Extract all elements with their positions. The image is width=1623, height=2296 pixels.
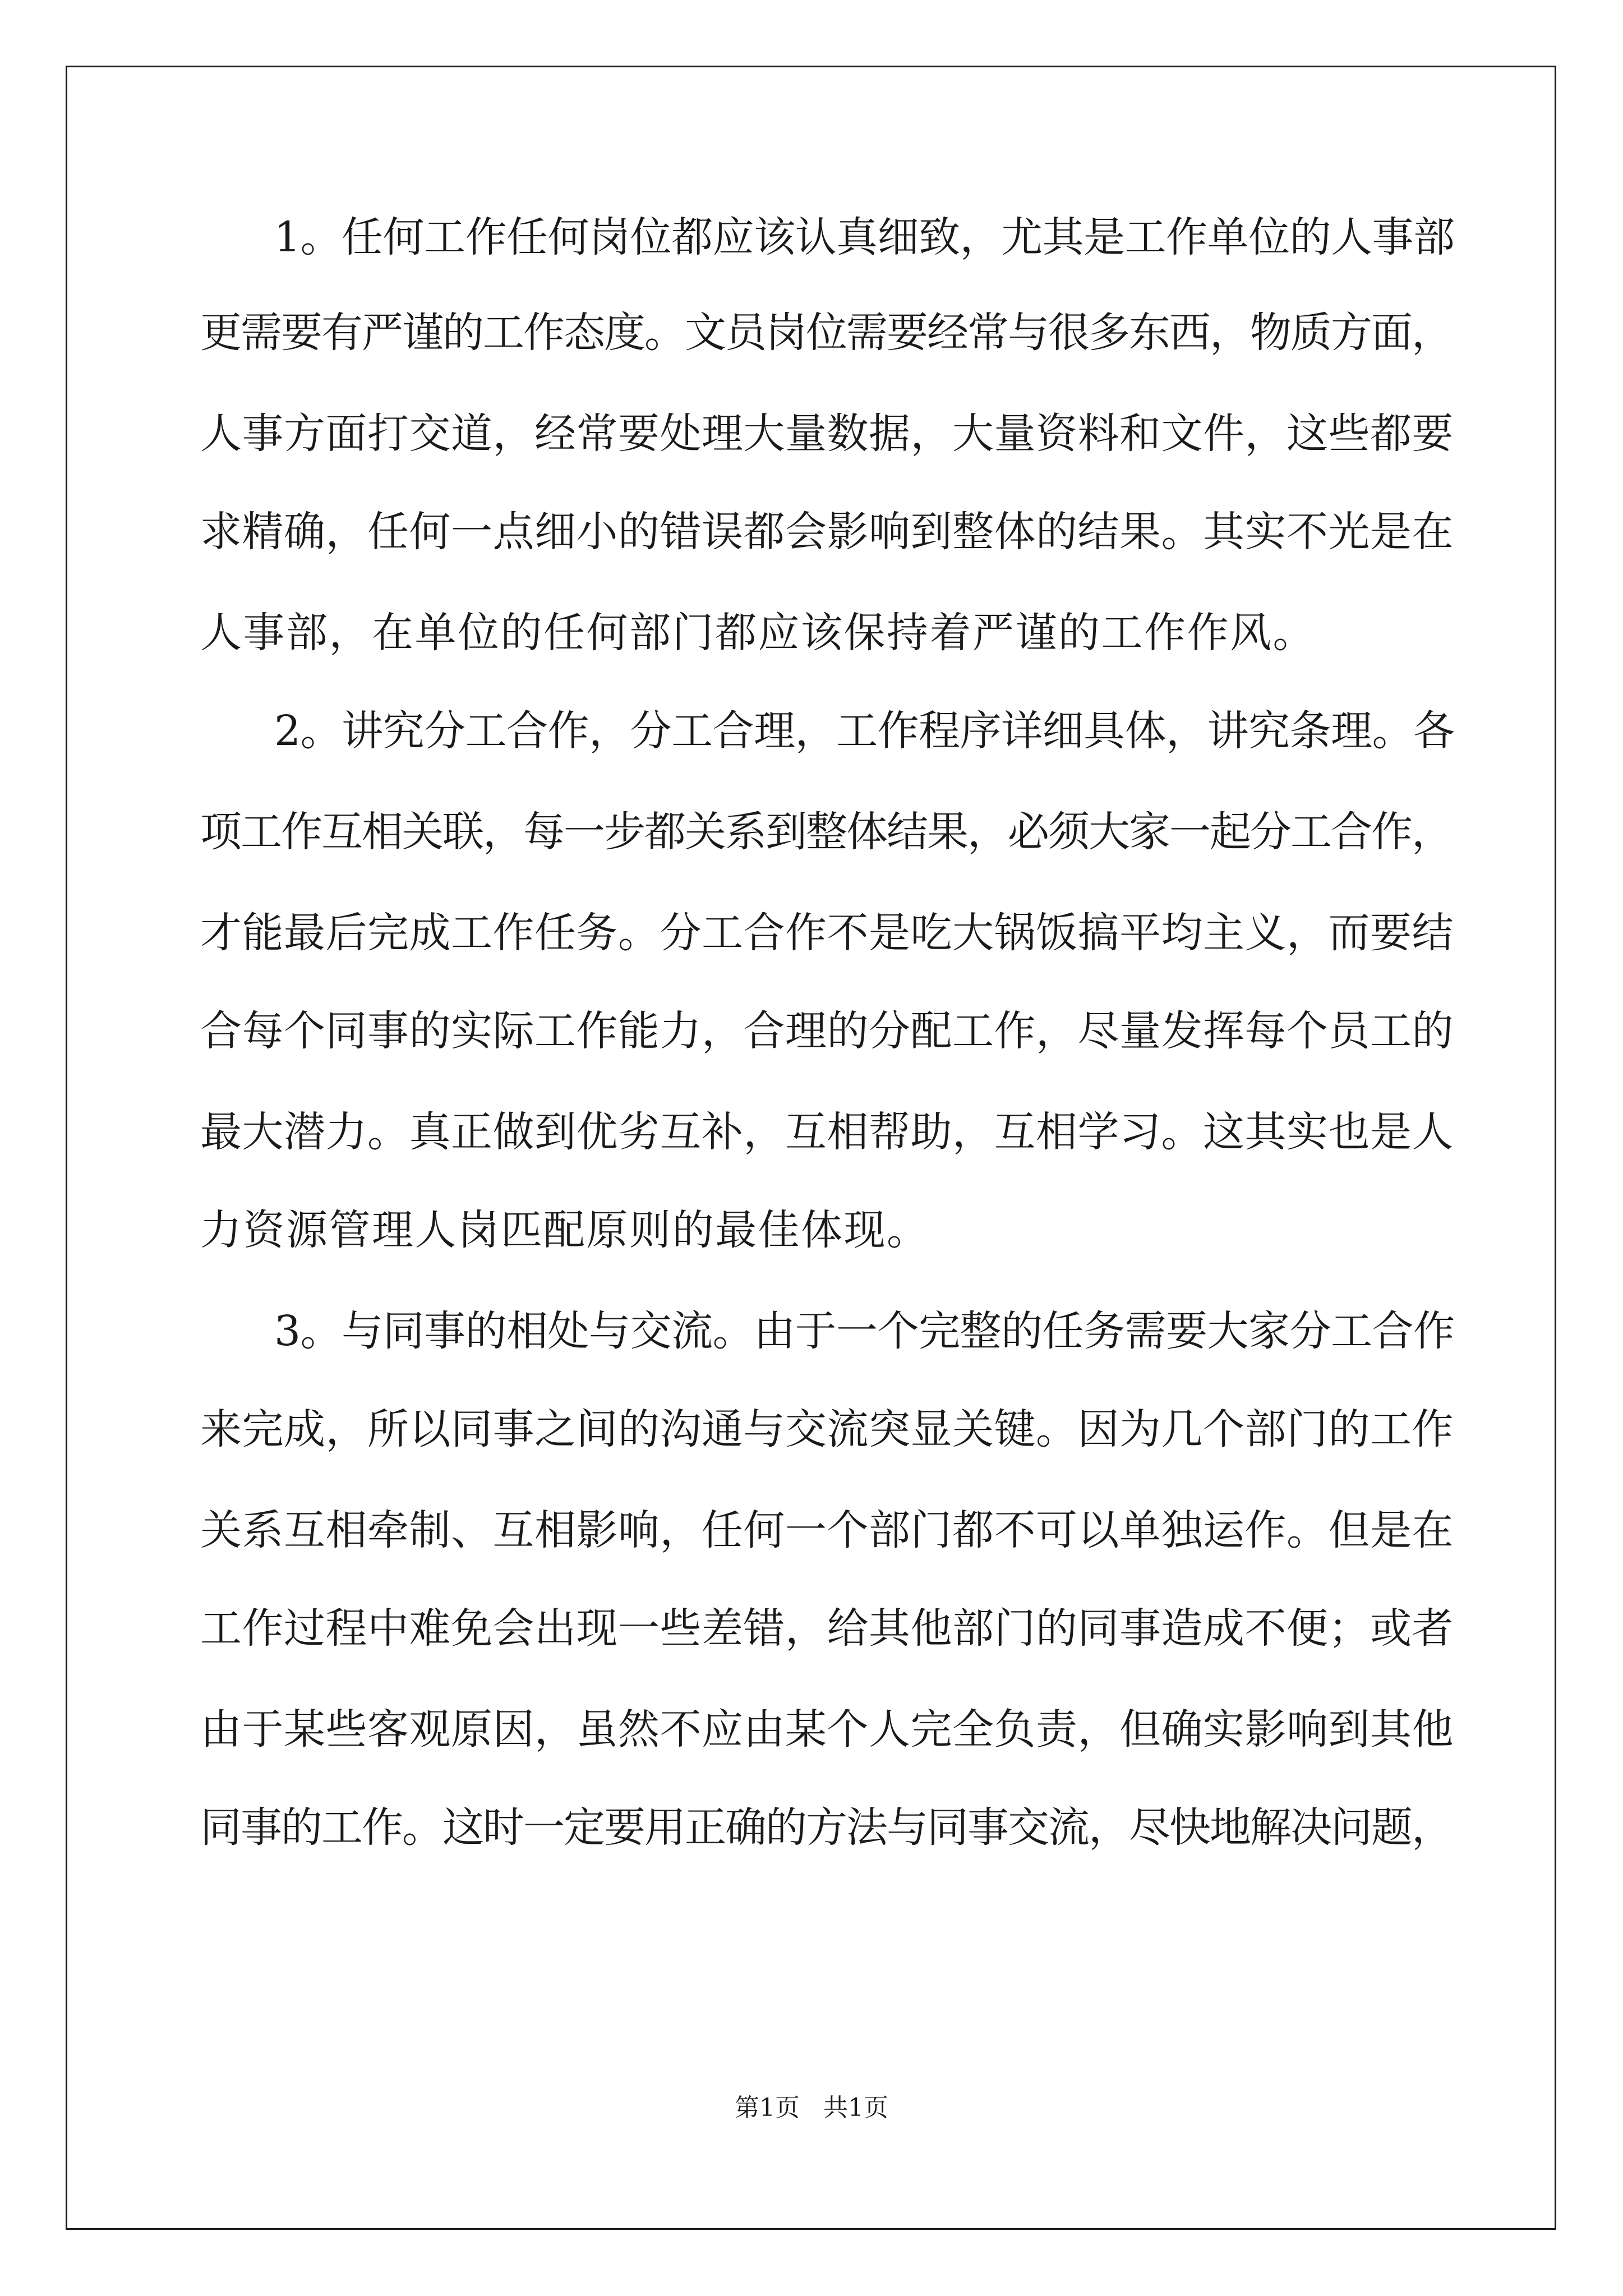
paragraph-1-line-2: 更需要有严谨的工作态度。文员岗位需要经常与很多东西，物质方面， — [200, 309, 1452, 357]
page-footer: 第1页 共1页 — [735, 2093, 888, 2122]
paragraph-3-line-1: 3。与同事的相处与交流。由于一个完整的任务需要大家分工合作 — [274, 1307, 1455, 1355]
paragraph-1-line-1: 1。任何工作任何岗位都应该认真细致，尤其是工作单位的人事部 — [274, 213, 1455, 261]
paragraph-1-line-4: 求精确，任何一点细小的错误都会影响到整体的结果。其实不光是在 — [200, 508, 1454, 556]
paragraph-2-line-4: 合每个同事的实际工作能力，合理的分配工作，尽量发挥每个员工的 — [200, 1007, 1454, 1055]
paragraph-2-line-2: 项工作互相关联，每一步都关系到整体结果，必须大家一起分工合作， — [200, 808, 1452, 856]
paragraph-3-line-5: 由于某些客观原因，虽然不应由某个人完全负责，但确实影响到其他 — [200, 1705, 1454, 1754]
paragraph-2-line-3: 才能最后完成工作任务。分工合作不是吃大锅饭搞平均主义，而要结 — [200, 909, 1454, 957]
paragraph-3-line-2: 来完成，所以同事之间的沟通与交流突显关键。因为几个部门的工作 — [200, 1405, 1454, 1453]
paragraph-3-line-4: 工作过程中难免会出现一些差错，给其他部门的同事造成不便；或者 — [200, 1604, 1454, 1653]
paragraph-2-line-6: 力资源管理人岗匹配原则的最佳体现。 — [200, 1206, 930, 1254]
paragraph-3-line-3: 关系互相牵制、互相影响，任何一个部门都不可以单独运作。但是在 — [200, 1506, 1454, 1554]
paragraph-2-line-5: 最大潜力。真正做到优劣互补，互相帮助，互相学习。这其实也是人 — [200, 1108, 1454, 1156]
paragraph-2-line-1: 2。讲究分工合作，分工合理，工作程序详细具体，讲究条理。各 — [274, 707, 1455, 755]
paragraph-3-line-6: 同事的工作。这时一定要用正确的方法与同事交流，尽快地解决问题， — [200, 1803, 1452, 1852]
paragraph-1-line-3: 人事方面打交道，经常要处理大量数据，大量资料和文件，这些都要 — [200, 409, 1454, 458]
paragraph-1-line-5: 人事部，在单位的任何部门都应该保持着严谨的工作作风。 — [200, 609, 1316, 657]
